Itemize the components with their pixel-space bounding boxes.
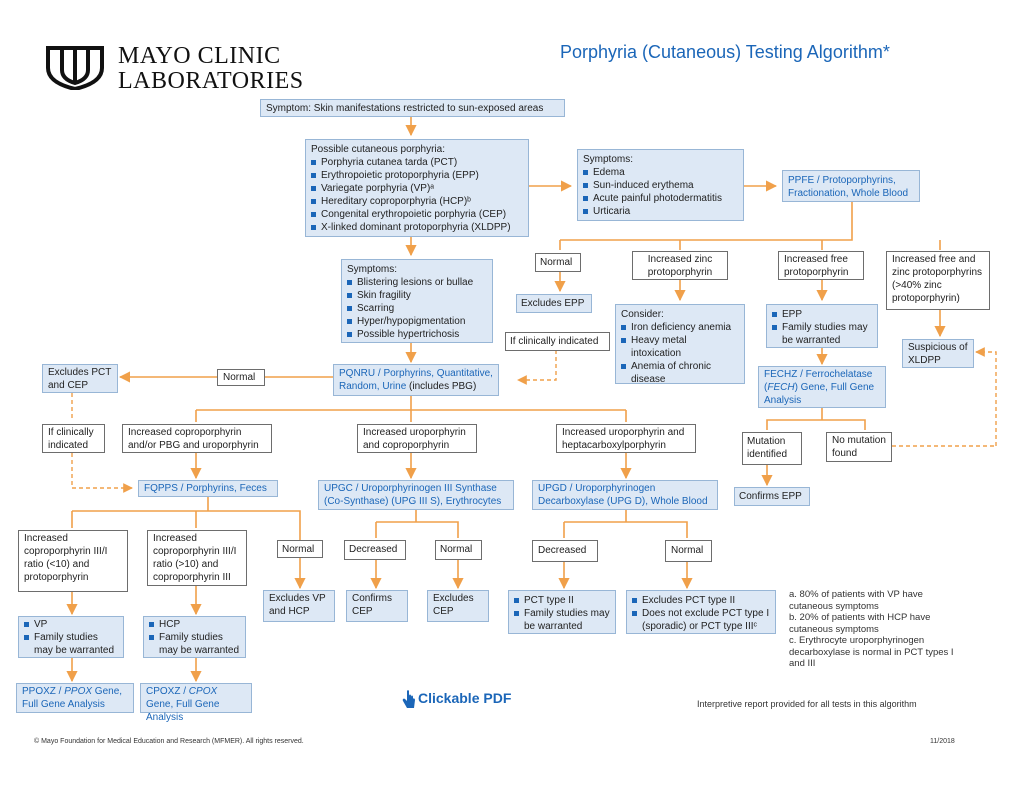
symptoms-right-box <box>577 149 744 221</box>
consider-item: Heavy metal intoxication <box>621 334 739 360</box>
footnote-c: c. Erythrocyte uroporphyrinogen decarboxylase is normal in PCT types I and III <box>789 635 954 669</box>
footnotes <box>789 589 969 670</box>
increased-free-zinc-box: Increased free and zinc protoporphyrins (>40% zinc protoporphyrin) <box>886 251 990 310</box>
epp-item: EPP <box>772 308 872 321</box>
date-stamp: 11/2018 <box>930 738 955 745</box>
suspicious-xldpp-box: Suspicious of XLDPP <box>902 339 974 368</box>
result-normal: Normal <box>535 253 581 272</box>
upgd-test-link[interactable]: UPGD / Uroporphyrinogen Decarboxylase (UPG D), Whole Blood <box>532 480 718 510</box>
consider-box <box>615 304 745 384</box>
pointer-hand-icon <box>402 690 416 710</box>
footnote-b: b. 20% of patients with HCP have cutaneous symptoms <box>789 612 931 635</box>
fechz-label-a: FECHZ / Ferrochelatase ( <box>764 369 873 393</box>
result-decreased: Decreased <box>532 540 598 562</box>
possible-item: Erythropoietic protoporphyria (EPP) <box>311 169 523 182</box>
symptom-item: Blistering lesions or bullae <box>347 276 487 289</box>
excludes-epp-box: Excludes EPP <box>516 294 592 313</box>
fechz-gene: FECH <box>767 382 795 393</box>
no-mutation-box: No mutation found <box>826 432 892 462</box>
result-normal: Normal <box>435 540 482 560</box>
possible-item: Hereditary coproporphyria (HCP)ᵇ <box>311 195 523 208</box>
increased-uro-hepta-box: Increased uroporphyrin and heptacarboxylporphyrin <box>556 424 696 453</box>
logo-line1: MAYO CLINIC <box>118 43 281 69</box>
clickable-pdf-badge <box>402 690 522 712</box>
pct2-item: PCT type II <box>514 594 610 607</box>
consider-item: Iron deficiency anemia <box>621 321 739 334</box>
confirms-cep-box: Confirms CEP <box>346 590 408 622</box>
vp-item: Family studies may be warranted <box>24 631 118 657</box>
confirms-epp-box: Confirms EPP <box>734 487 810 506</box>
possible-item: X-linked dominant protoporphyria (XLDPP) <box>311 221 523 234</box>
symptom-item: Sun-induced erythema <box>583 179 738 192</box>
excludes-vp-hcp-box: Excludes VP and HCP <box>263 590 335 622</box>
symptom-box: Symptom: Skin manifestations restricted to sun-exposed areas <box>260 99 565 117</box>
hcp-item: Family studies may be warranted <box>149 631 240 657</box>
symptom-item: Acute painful photodermatitis <box>583 192 738 205</box>
possible-title: Possible cutaneous porphyria: <box>311 144 445 155</box>
vp-box <box>18 616 124 658</box>
if-clinically-indicated: If clinically indicated <box>505 332 610 351</box>
upgc-test-link[interactable]: UPGC / Uroporphyrinogen III Synthase (Co-Synthase) (UPG III S), Erythrocytes <box>318 480 514 510</box>
if-clinically-indicated: If clinically indicated <box>42 424 105 453</box>
vp-item: VP <box>24 618 118 631</box>
ppoxz-test-link[interactable] <box>16 683 134 713</box>
epp-box <box>766 304 878 348</box>
symptom-item: Urticaria <box>583 205 738 218</box>
fechz-label-c: ) Gene, Full Gene Analysis <box>764 382 875 406</box>
pct2-box <box>508 590 616 634</box>
hcp-box <box>143 616 246 658</box>
symptom-item: Skin fragility <box>347 289 487 302</box>
pqnru-code: PQNRU / Porphyrins, Quantitative, Random, Urine <box>339 368 493 392</box>
consider-title: Consider: <box>621 309 664 320</box>
symptoms-title: Symptoms: <box>583 154 634 165</box>
cpoxz-label-a: CPOXZ / <box>146 686 189 697</box>
ppfe-test-link[interactable]: PPFE / Protoporphyrins, Fractionation, Whole Blood <box>782 170 920 202</box>
consider-item: Anemia of chronic disease <box>621 360 739 386</box>
result-decreased: Decreased <box>344 540 406 560</box>
pqnru-suffix: (includes PBG) <box>406 381 477 392</box>
ratio-high-box: Increased coproporphyrin III/I ratio (>10) and coproporphyrin III <box>147 530 247 586</box>
page-title: Porphyria (Cutaneous) Testing Algorithm* <box>560 42 890 62</box>
excludes-cep-box: Excludes CEP <box>427 590 489 622</box>
interpretive-note: Interpretive report provided for all tests in this algorithm <box>697 699 917 709</box>
symptoms-left-box <box>341 259 493 343</box>
hcp-item: HCP <box>149 618 240 631</box>
possible-item: Porphyria cutanea tarda (PCT) <box>311 156 523 169</box>
cpoxz-test-link[interactable] <box>140 683 252 723</box>
excl-pct2-item: Excludes PCT type II <box>632 594 770 607</box>
fqpps-test-link[interactable]: FQPPS / Porphyrins, Feces <box>138 480 278 497</box>
result-normal: Normal <box>277 540 323 558</box>
mutation-identified-box: Mutation identified <box>742 432 802 465</box>
cpoxz-gene: CPOX <box>188 686 218 697</box>
excl-pct2-item: Does not exclude PCT type I (sporadic) or PCT type IIIᶜ <box>632 607 770 633</box>
symptom-item: Edema <box>583 166 738 179</box>
copyright: © Mayo Foundation for Medical Education and Research (MFMER). All rights reserved. <box>34 738 304 745</box>
mayo-clinic-logo <box>44 44 314 94</box>
footnote-a: a. 80% of patients with VP have cutaneous symptoms <box>789 589 923 612</box>
possible-item: Variegate porphyria (VP)ᵃ <box>311 182 523 195</box>
excludes-pct2-box <box>626 590 776 634</box>
pqnru-test-link[interactable] <box>333 364 499 396</box>
mayo-shield-icon <box>44 44 106 90</box>
increased-uro-copro-box: Increased uroporphyrin and coproporphyrin <box>357 424 477 453</box>
ppoxz-gene: PPOX <box>64 686 93 697</box>
excludes-pct-cep-box: Excludes PCT and CEP <box>42 364 118 393</box>
fechz-test-link[interactable] <box>758 366 886 408</box>
possible-item: Congenital erythropoietic porphyria (CEP) <box>311 208 523 221</box>
symptoms-title: Symptoms: <box>347 264 398 275</box>
pct2-item: Family studies may be warranted <box>514 607 610 633</box>
increased-zinc-box: Increased zinc protoporphyrin <box>632 251 728 280</box>
epp-item: Family studies may be warranted <box>772 321 872 347</box>
possible-porphyria-box <box>305 139 529 237</box>
symptom-item: Scarring <box>347 302 487 315</box>
result-normal: Normal <box>217 369 265 386</box>
result-normal: Normal <box>665 540 712 562</box>
ppoxz-label-c: Gene, Full Gene Analysis <box>22 686 123 710</box>
logo-line2: LABORATORIES <box>118 68 304 94</box>
ratio-low-box: Increased coproporphyrin III/I ratio (<10) and protoporphyrin <box>18 530 128 592</box>
symptom-item: Possible hypertrichosis <box>347 328 487 341</box>
increased-copro-pbg-box: Increased coproporphyrin and/or PBG and uroporphyrin <box>122 424 272 453</box>
increased-free-box: Increased free protoporphyrin <box>778 251 864 280</box>
symptom-item: Hyper/hypopigmentation <box>347 315 487 328</box>
ppoxz-label-a: PPOXZ / <box>22 686 65 697</box>
clickable-pdf-label: Clickable PDF <box>418 690 512 706</box>
cpoxz-label-c: Gene, Full Gene Analysis <box>146 699 220 723</box>
